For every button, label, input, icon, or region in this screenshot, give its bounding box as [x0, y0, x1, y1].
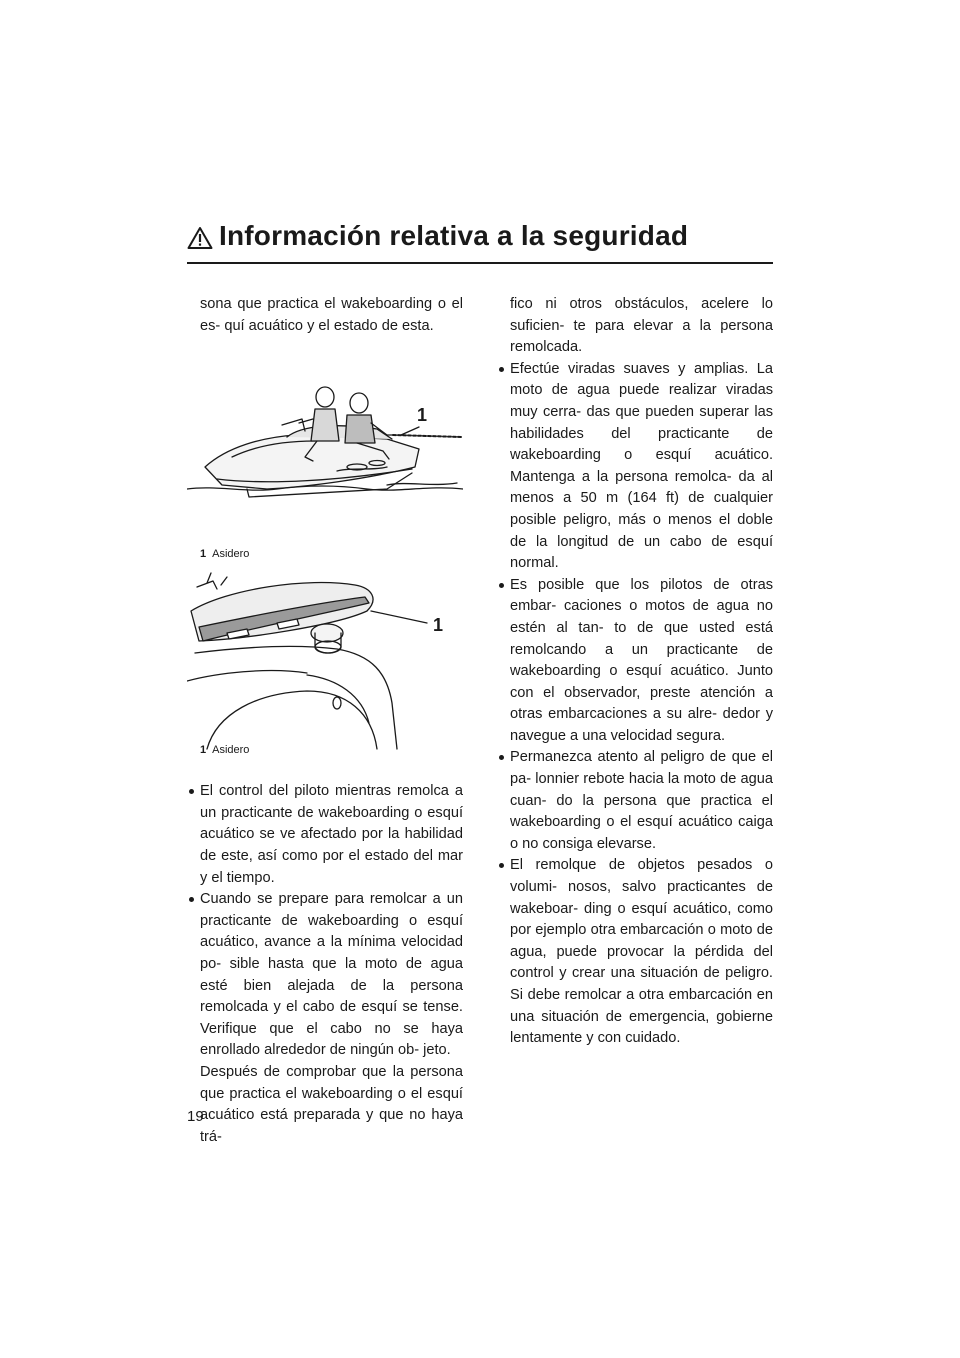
- figure1-caption: [200, 547, 249, 561]
- right-continuation-paragraph: fico ni otros obstáculos, acelere lo suficien- te para elevar a la persona remolcada.: [510, 296, 773, 356]
- list-item: El control del piloto mientras remolca a un practicante de wakeboarding o esquí acuático se ve afectado por la habilidad de este, así como por el estado del mar y el tiempo.: [187, 781, 463, 889]
- figure2-callout: 1: [433, 615, 444, 636]
- figure1-caption-text: Asidero: [212, 548, 250, 561]
- list-item: El remolque de objetos pesados o volumi- nosos, salvo practicantes de wakeboar- ding o esquí acuático, como por ejemplo otra embarcación o moto de agua, puede provocar la pérdida del control y crear una situación de peligro. Si debe remolcar a otra embarcación en una situación de emergencia, gobierne lentamente y con cuidado.: [497, 855, 773, 1049]
- left-bullets: [187, 781, 463, 1148]
- jetski-towing-illustration: [187, 339, 463, 529]
- page-number: 19: [187, 1108, 204, 1125]
- intro-paragraph: sona que practica el wakeboarding o el es- quí acuático y el estado de esta.: [200, 296, 463, 334]
- figure2-caption: [200, 743, 249, 757]
- page-title: Información relativa a la seguridad: [219, 220, 689, 251]
- figure2-caption-text: Asidero: [212, 744, 250, 757]
- list-item: Permanezca atento al peligro de que el pa- lonnier rebote hacia la moto de agua cuan- do la persona que practica el wakeboarding o el esquí acuático caiga o no consiga elevarse.: [497, 747, 773, 855]
- figure1-callout: 1: [417, 405, 428, 426]
- right-column: [497, 294, 773, 1050]
- figure-jetski-towing: [187, 339, 463, 561]
- list-item: Efectúe viradas suaves y amplias. La moto de agua puede realizar viradas muy cerra- das que pueden superar las habilidades del practicante de wakeboarding o esquí acuático. Mantenga a la persona remolca- da al menos a 50 m (164 ft) de cualquier posible peligro, más o menos el doble de la longitud de un cabo de esquí normal.: [497, 359, 773, 575]
- handle-detail-illustration: [187, 563, 463, 753]
- left-column: [187, 294, 463, 1148]
- figure2-caption-number: 1: [200, 744, 207, 757]
- page-header: [187, 222, 773, 264]
- figure1-caption-number: 1: [200, 548, 207, 561]
- list-item: Es posible que los pilotos de otras embar- caciones o motos de agua no estén al tan- to de que usted está remolcando a un practicante de wakeboarding o esquí acuático. Junto con el observador, preste atención a otras embarcaciones a su alre- dedor y navegue a una velocidad segura.: [497, 575, 773, 748]
- warning-triangle-icon: [187, 226, 213, 250]
- figure-handle-detail: [187, 563, 463, 763]
- list-item: Cuando se prepare para remolcar a un practicante de wakeboarding o esquí acuático, avance a la mínima velocidad po- sible hasta que la moto de agua esté bien alejada de la persona remolcada y el cabo de esquí se tense. Verifique que el cabo no se haya enrollado alrededor de ningún ob- jeto.: [187, 889, 463, 1062]
- continuation-paragraph: Después de comprobar que la persona que practica el wakeboarding o el esquí acuático está preparada y que no haya trá-: [200, 1063, 463, 1145]
